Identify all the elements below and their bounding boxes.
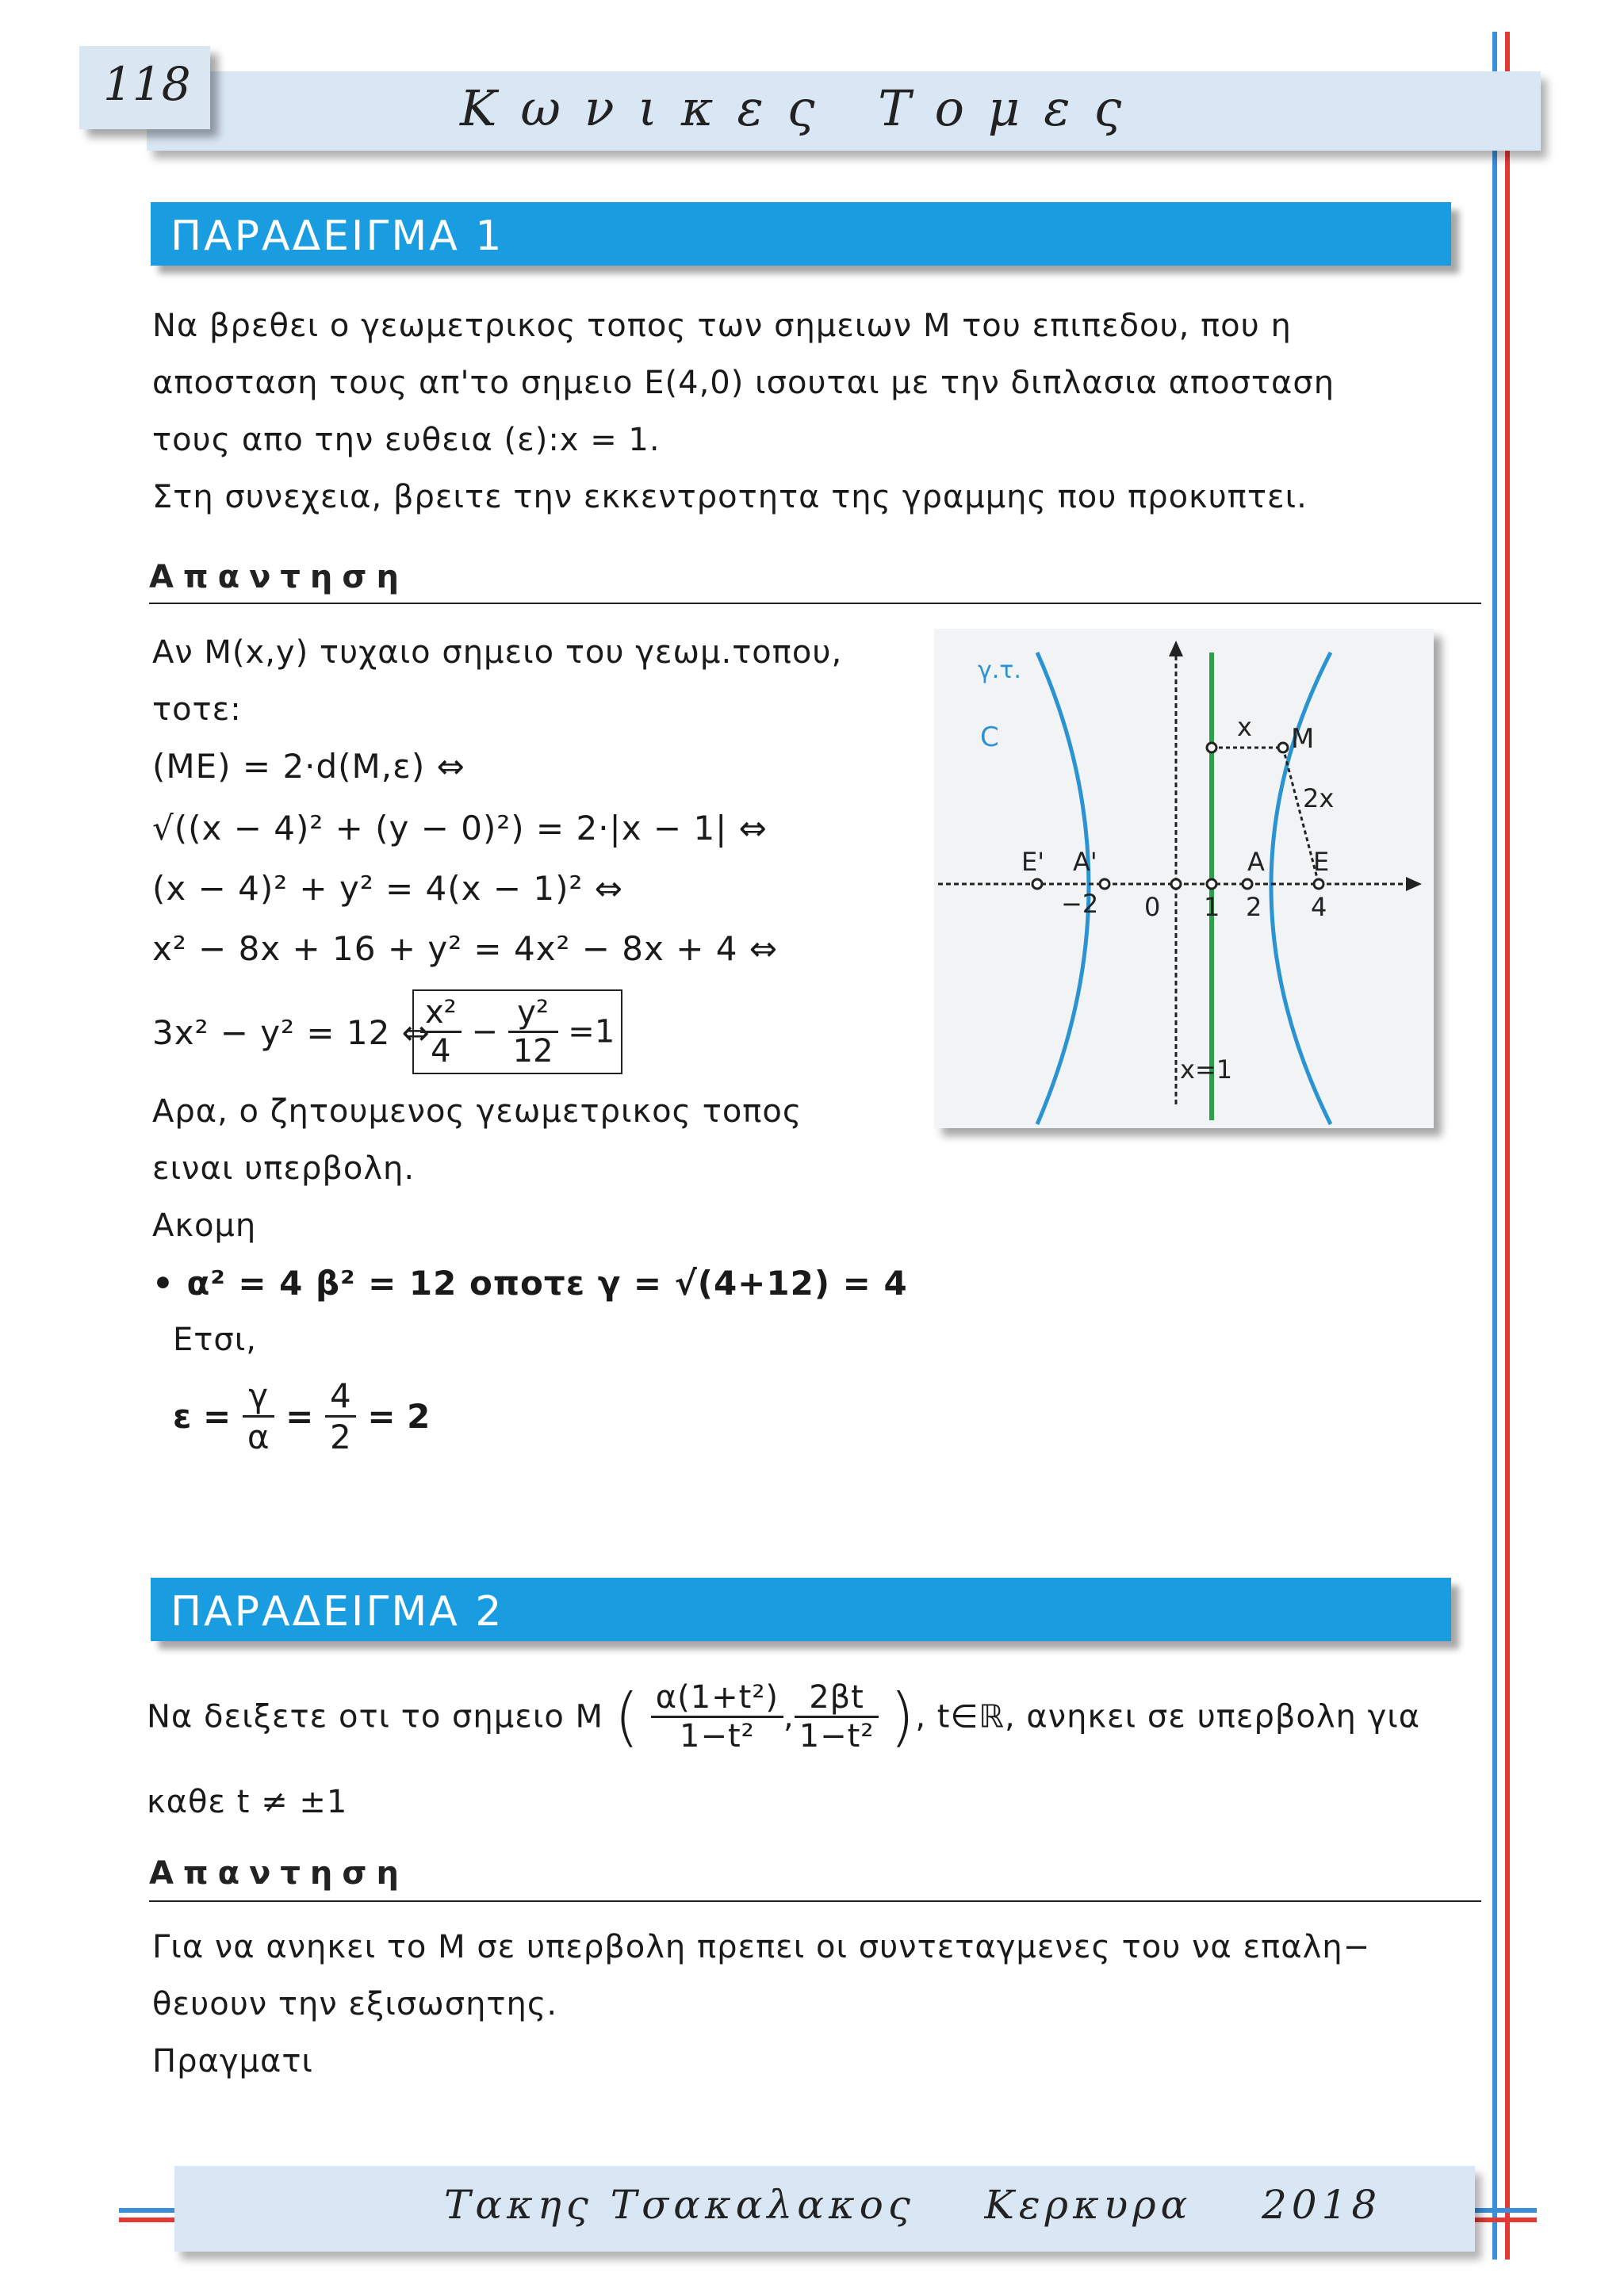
point-a bbox=[1243, 879, 1252, 889]
step-1: (ΜΕ) = 2·d(Μ,ε) ⇔ bbox=[152, 747, 465, 786]
bullet-icon: • bbox=[152, 1264, 187, 1303]
answer-line: Πραγματι bbox=[152, 2043, 313, 2080]
answer-line: θευουν την εξισωσητης. bbox=[152, 1986, 558, 2022]
footer-author: Τακης Τσακαλακος bbox=[444, 2182, 915, 2228]
comma: , bbox=[783, 1698, 795, 1735]
numerator: y² bbox=[508, 994, 558, 1033]
point-one bbox=[1207, 879, 1216, 889]
denominator: 1−t² bbox=[799, 1718, 875, 1755]
y-axis-arrow bbox=[1169, 641, 1183, 656]
vertical-blue-stripe bbox=[1492, 32, 1497, 2260]
solution-intro bbox=[152, 624, 921, 738]
hyperbola-graph bbox=[934, 629, 1434, 1128]
tick-2: 2 bbox=[1246, 892, 1262, 922]
page-number: 118 bbox=[103, 57, 191, 111]
numerator: x² bbox=[420, 994, 462, 1033]
ecc-result: = 2 bbox=[367, 1397, 431, 1436]
solution-line: Αν Μ(x,y) τυχαιο σημειο του γεωμ.τοπου, bbox=[152, 634, 843, 671]
footer-right-red-line bbox=[1473, 2218, 1537, 2222]
etsi-label: Ετσι, bbox=[173, 1322, 257, 1358]
graph-svg bbox=[934, 629, 1434, 1128]
label-2x: 2x bbox=[1303, 783, 1335, 813]
tick-1: 1 bbox=[1204, 892, 1220, 922]
step-2: √((x − 4)² + (y − 0)²) = 2·|x − 1| ⇔ bbox=[152, 809, 768, 848]
header-title: Κωνικες Τομες bbox=[460, 79, 1146, 137]
problem-line2: καθε t ≠ ±1 bbox=[147, 1784, 348, 1820]
numerator: γ bbox=[243, 1376, 274, 1418]
eccentricity-formula bbox=[173, 1376, 430, 1456]
point-e-prime bbox=[1032, 879, 1042, 889]
example1-problem bbox=[152, 297, 1461, 526]
fraction bbox=[325, 1376, 356, 1456]
label-c: C bbox=[980, 721, 999, 753]
label-line: x=1 bbox=[1180, 1054, 1233, 1085]
example1-title: ΠΑΡΑΔΕΙΓΜΑ 1 bbox=[170, 212, 504, 260]
point-foot bbox=[1207, 743, 1216, 752]
numerator: 4 bbox=[325, 1376, 356, 1418]
vertical-red-stripe bbox=[1505, 32, 1510, 2260]
answer-divider bbox=[149, 1900, 1481, 1902]
conclusion-line: Αρα, ο ζητουμενος γεωμετρικος τοπος bbox=[152, 1093, 802, 1130]
numerator: α(1+t²) bbox=[651, 1679, 783, 1718]
problem-prefix: Να δειξετε οτι το σημειο Μ bbox=[147, 1698, 604, 1735]
solution-line: τοτε: bbox=[152, 691, 242, 728]
label-a: Α bbox=[1247, 847, 1265, 877]
denominator: 1−t² bbox=[680, 1718, 755, 1755]
result-equation-box bbox=[412, 989, 622, 1074]
answer-divider bbox=[149, 603, 1481, 604]
tick-0: 0 bbox=[1144, 892, 1161, 922]
fraction bbox=[795, 1679, 879, 1755]
point-origin bbox=[1171, 879, 1181, 889]
point-m bbox=[1278, 743, 1288, 752]
footer-text bbox=[444, 2182, 1381, 2228]
step-4: x² − 8x + 16 + y² = 4x² − 8x + 4 ⇔ bbox=[152, 929, 779, 968]
step-5: 3x² − y² = 12 ⇔ bbox=[152, 1013, 431, 1052]
label-curve: γ.τ. bbox=[978, 656, 1021, 684]
conclusion-line: ειναι υπερβολη. bbox=[152, 1150, 416, 1187]
tick-minus2: −2 bbox=[1061, 889, 1099, 919]
label-a-prime: Α' bbox=[1073, 847, 1097, 877]
fraction bbox=[651, 1679, 783, 1755]
problem-suffix: , t∈ℝ, ανηκει σε υπερβολη για bbox=[915, 1698, 1421, 1735]
footer-right-blue-line bbox=[1473, 2208, 1537, 2213]
problem-line: τους απο την ευθεια (ε):x = 1. bbox=[152, 422, 661, 458]
problem-line: Στη συνεχεια, βρειτε την εκκεντροτητα της γραμμης που προκυπτει. bbox=[152, 479, 1308, 515]
fraction bbox=[420, 994, 462, 1070]
example2-problem bbox=[147, 1679, 1420, 1755]
footer-city: Κερκυρα bbox=[984, 2182, 1193, 2228]
bullet-line bbox=[152, 1264, 908, 1303]
open-paren: ( bbox=[614, 1680, 640, 1754]
step-3: (x − 4)² + y² = 4(x − 1)² ⇔ bbox=[152, 869, 623, 908]
label-e: Ε bbox=[1313, 847, 1330, 877]
answer-heading: Απαντηση bbox=[149, 1855, 408, 1892]
numerator: 2βt bbox=[795, 1679, 879, 1718]
denominator: α bbox=[247, 1418, 270, 1456]
equals-sign: = bbox=[285, 1397, 314, 1436]
problem-line: Να βρεθει ο γεωμετρικος τοπος των σημειων Μ του επιπεδου, που η bbox=[152, 308, 1292, 344]
conclusion bbox=[152, 1083, 921, 1254]
point-a-prime bbox=[1100, 879, 1109, 889]
denominator: 2 bbox=[329, 1418, 351, 1456]
minus-sign: − bbox=[471, 1013, 498, 1050]
label-x: x bbox=[1237, 712, 1252, 742]
equals-one: =1 bbox=[568, 1013, 615, 1050]
problem-line: αποσταση τους απ'το σημειο Ε(4,0) ισουται με την διπλασια αποσταση bbox=[152, 365, 1335, 401]
fraction bbox=[508, 994, 558, 1070]
denominator: 12 bbox=[512, 1033, 553, 1070]
x-axis-arrow bbox=[1406, 877, 1422, 891]
point-e bbox=[1314, 879, 1323, 889]
denominator: 4 bbox=[431, 1033, 451, 1070]
label-m: M bbox=[1291, 723, 1315, 755]
label-e-prime: Ε' bbox=[1021, 847, 1045, 877]
fraction bbox=[243, 1376, 274, 1456]
bullet-text: α² = 4 β² = 12 οποτε γ = √(4+12) = 4 bbox=[186, 1264, 908, 1303]
example2-title: ΠΑΡΑΔΕΙΓΜΑ 2 bbox=[170, 1588, 504, 1636]
close-paren: ) bbox=[890, 1680, 916, 1754]
answer-heading: Απαντηση bbox=[149, 559, 408, 595]
footer-year: 2018 bbox=[1261, 2182, 1382, 2228]
ecc-lhs: ε = bbox=[173, 1397, 232, 1436]
tick-4: 4 bbox=[1311, 892, 1327, 922]
example2-answer bbox=[152, 1919, 1484, 2090]
answer-line: Για να ανηκει το Μ σε υπερβολη πρεπει οι συντεταγμενες του να επαλη− bbox=[152, 1929, 1371, 1965]
conclusion-line: Ακομη bbox=[152, 1207, 257, 1244]
